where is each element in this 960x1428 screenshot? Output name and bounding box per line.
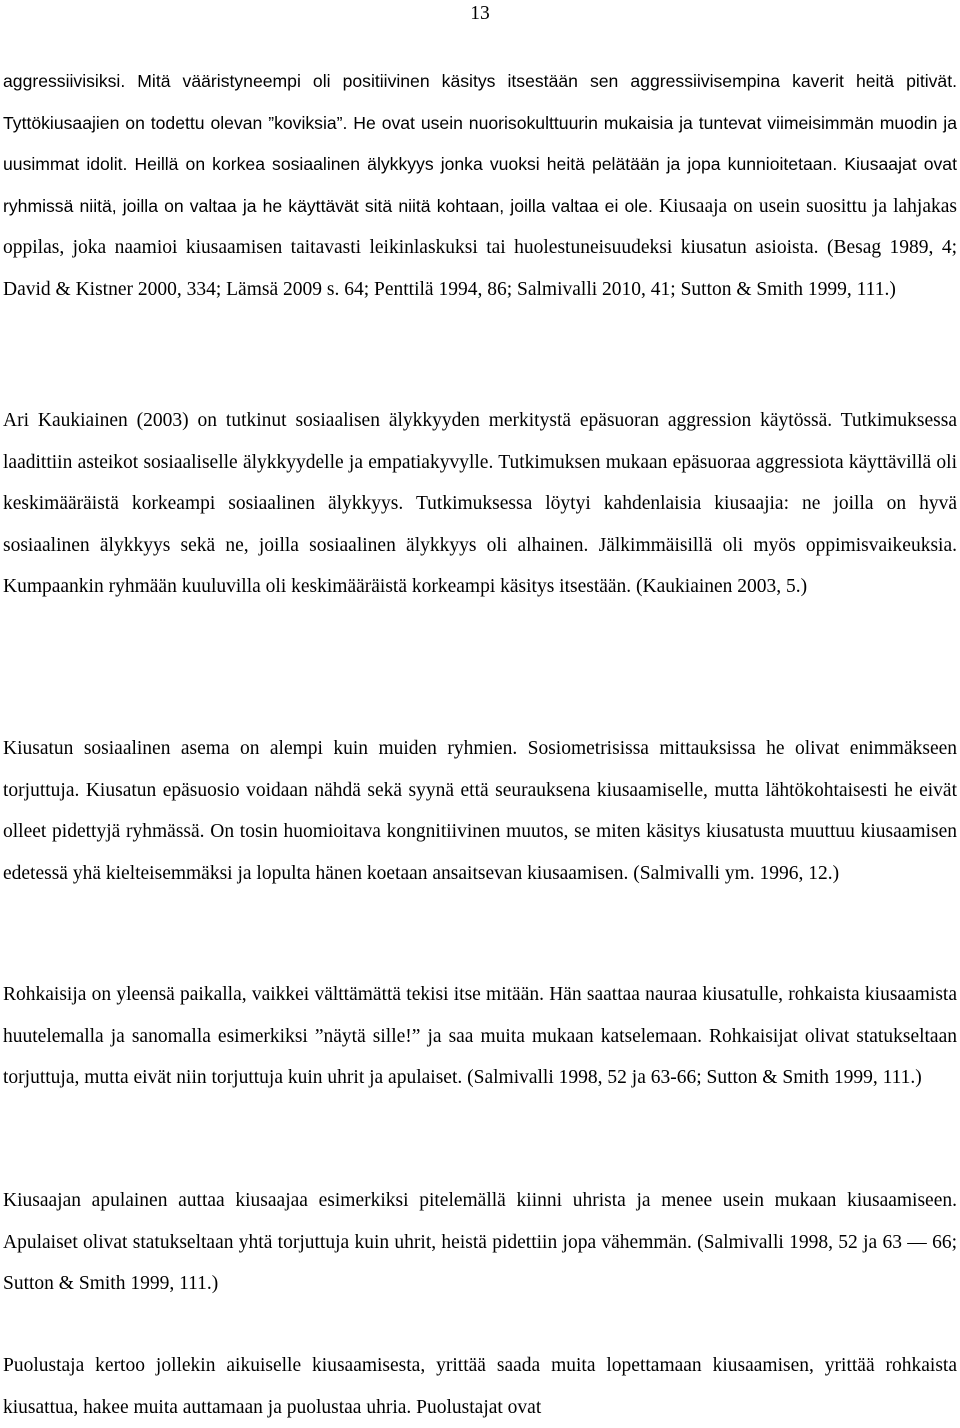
paragraph-social-intelligence xyxy=(3,400,957,608)
paragraph-text: Ari Kaukiainen (2003) on tutkinut sosiaalisen älykkyyden merkitystä epäsuoran aggression käytössä. Tutkimuksessa laadittiin asteikot sosiaaliselle älykkyydelle ja empatiakyvylle. Tutkimuksen mukaan epäsuoraa aggressiota käyttävillä oli keskimääräistä korkeampi sosiaalinen älykkyys. Tutkimuksessa löytyi kahdenlaisia kiusaajia: ne joilla on hyvä sosiaalinen älykkyys sekä ne, joilla sosiaalinen älykkyys oli alhainen. Jälkimmäisillä oli myös oppimisvaikeuksia. Kumpaankin ryhmään kuuluvilla oli keskimääräistä korkeampi käsitys itsestään. (Kaukiainen 2003, 5.) xyxy=(3,410,957,597)
paragraph-reinforcer xyxy=(3,974,957,1099)
paragraph-defender xyxy=(3,1345,957,1428)
paragraph-victim-status xyxy=(3,728,957,894)
paragraph-text: Kiusaaja on usein suosittu ja lahjakas oppilas, joka naamioi kiusaamisen taitavasti leikinlaskuksi tai huolestuneisuudeksi kiusatun asioista. (Besag 1989, 4; David & Kistner 2000, 334; Lämsä 2009 s. 64; Penttilä 1994, 86; Salmivalli 2010, 41; Sutton & Smith 1999, 111.) xyxy=(3,195,957,300)
paragraph-text: Kiusatun sosiaalinen asema on alempi kuin muiden ryhmien. Sosiometrisissa mittauksissa he olivat enimmäkseen torjuttuja. Kiusatun epäsuosio voidaan nähdä sekä syynä että seurauksena kiusaamiselle, mutta lähtökohtaisesti he eivät olleet pidettyjä ryhmässä. On tosin huomioitava kongnitiivinen muutos, se miten käsitys kiusatusta muuttuu kiusaamisen edetessä yhä kielteisemmäksi ja lopulta hänen koetaan ansaitsevan kiusaamisen. (Salmivalli ym. 1996, 12.) xyxy=(3,738,957,884)
page-number: 13 xyxy=(470,3,490,24)
paragraph-assistant xyxy=(3,1180,957,1305)
paragraph-text-sans: aggressiivisiksi. Mitä vääristyneempi oli positiivinen käsitys itsestään sen aggressiivisempina kaverit heitä pitivät. Tyttökiusaajien on todettu olevan ”koviksia”. He ovat usein nuorisokulttuurin mukaisia ja tuntevat viimeisimmän muodin ja uusimmat idolit. Heillä on korkea sosiaalinen älykkyys jonka vuoksi heitä pelätään ja jopa kunnioitetaan. Kiusaajat ovat ryhmissä niitä, joilla on valtaa ja he käyttävät sitä niitä kohtaan, joilla valtaa ei ole. xyxy=(3,71,957,216)
paragraph-text: Rohkaisija on yleensä paikalla, vaikkei välttämättä tekisi itse mitään. Hän saattaa nauraa kiusatulle, rohkaista kiusaamista huutelemalla ja sanomalla esimerkiksi ”näytä sille!” ja saa muita mukaan katselemaan. Rohkaisijat olivat statukseltaan torjuttuja, mutta eivät niin torjuttuja kuin uhrit ja apulaiset. (Salmivalli 1998, 52 ja 63-66; Sutton & Smith 1999, 111.) xyxy=(3,984,957,1088)
paragraph-text: Kiusaajan apulainen auttaa kiusaajaa esimerkiksi pitelemällä kiinni uhrista ja menee usein mukaan kiusaamiseen. Apulaiset olivat statukseltaan yhtä torjuttuja kuin uhrit, heistä pidettiin jopa vähemmän. (Salmivalli 1998, 52 ja 63 — 66; Sutton & Smith 1999, 111.) xyxy=(3,1190,957,1294)
paragraph-aggressive-girls xyxy=(3,61,957,310)
paragraph-text: Puolustaja kertoo jollekin aikuiselle kiusaamisesta, yrittää saada muita lopettamaan kiusaamisen, yrittää rohkaista kiusattua, hakee muita auttamaan ja puolustaa uhria. Puolustajat ovat xyxy=(3,1355,957,1418)
